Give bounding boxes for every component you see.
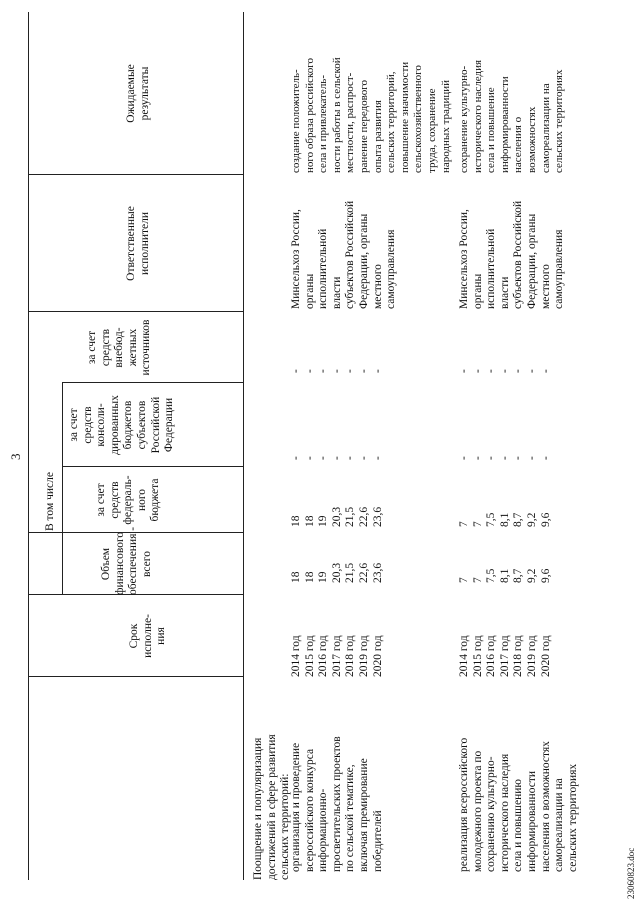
row2-name: реализация всероссийского молодежного проекта по сохранению культурно- исторического наследия села и повышению информированности населения о возможностях самореализации на сельских территориях <box>458 737 579 872</box>
header-federal: за счет средств федераль- ного бюджета <box>95 475 162 525</box>
row2-results: сохранение культурно- исторического наследия села и повышение информированности населения о возможностях самореализации на сельских территориях <box>458 59 566 173</box>
header-total: Объем финансового обеспечения - всего <box>100 526 153 595</box>
table-header-bottom-border <box>243 12 244 880</box>
row2-consolidated: - - - - - - - <box>458 456 552 460</box>
row1-results: создание положитель- ного образа российского села и привлекатель- ности работы в сельской местности, распрост- ранение передового опыта развития сельских территорий, повышение значимости сельскохозяйственного труда, сохранение народных традиций <box>290 57 452 173</box>
header-extra: за счет средств внебюд- жетных источников <box>86 319 153 376</box>
row1-federal: 18 18 19 20,3 21,5 22,6 23,6 <box>290 506 384 527</box>
incl-divider-line <box>62 383 63 595</box>
page-number: 3 <box>8 453 23 460</box>
row2-total: 7 7 7,5 8,1 8,7 9,2 9,6 <box>458 568 552 583</box>
header-results: Ожидаемые результаты <box>125 64 151 123</box>
header-incl: В том числе <box>44 472 56 531</box>
row2-responsible: Минсельхоз России, органы исполнительной власти субъектов Российской Федерации, органы местного самоуправления <box>458 200 566 309</box>
row2-years: 2014 год 2015 год 2016 год 2017 год 2018 год 2019 год 2020 год <box>458 635 552 677</box>
row1-extra: - - - - - - - <box>290 369 384 373</box>
row1-responsible: Минсельхоз России, органы исполнительной власти субъектов Российской Федерации, органы местного самоуправления <box>290 200 398 309</box>
footer-doc-id: 23060823.doc <box>626 847 636 899</box>
header-consolidated: за счет средств консоли- дированных бюджетов субъектов Российской Федерации <box>68 395 176 455</box>
row1-total: 18 18 19 20,3 21,5 22,6 23,6 <box>290 562 384 583</box>
row2-federal: 7 7 7,5 8,1 8,7 9,2 9,6 <box>458 512 552 527</box>
header-term: Срок исполне- ния <box>128 614 168 658</box>
header-responsible: Ответственные исполнители <box>125 206 151 281</box>
row1-years: 2014 год 2015 год 2016 год 2017 год 2018 год 2019 год 2020 год <box>290 635 384 677</box>
row1-consolidated: - - - - - - - <box>290 456 384 460</box>
row1-name: организация и проведение всероссийского конкурса информационно- просветительских проектов по сельской тематике, включая премирование победителей <box>290 736 384 872</box>
table-top-border <box>28 12 29 880</box>
section-title: Поощрение и популяризация достижений в сфере развития сельских территорий: <box>252 734 292 880</box>
row2-extra: - - - - - - - <box>458 369 552 373</box>
